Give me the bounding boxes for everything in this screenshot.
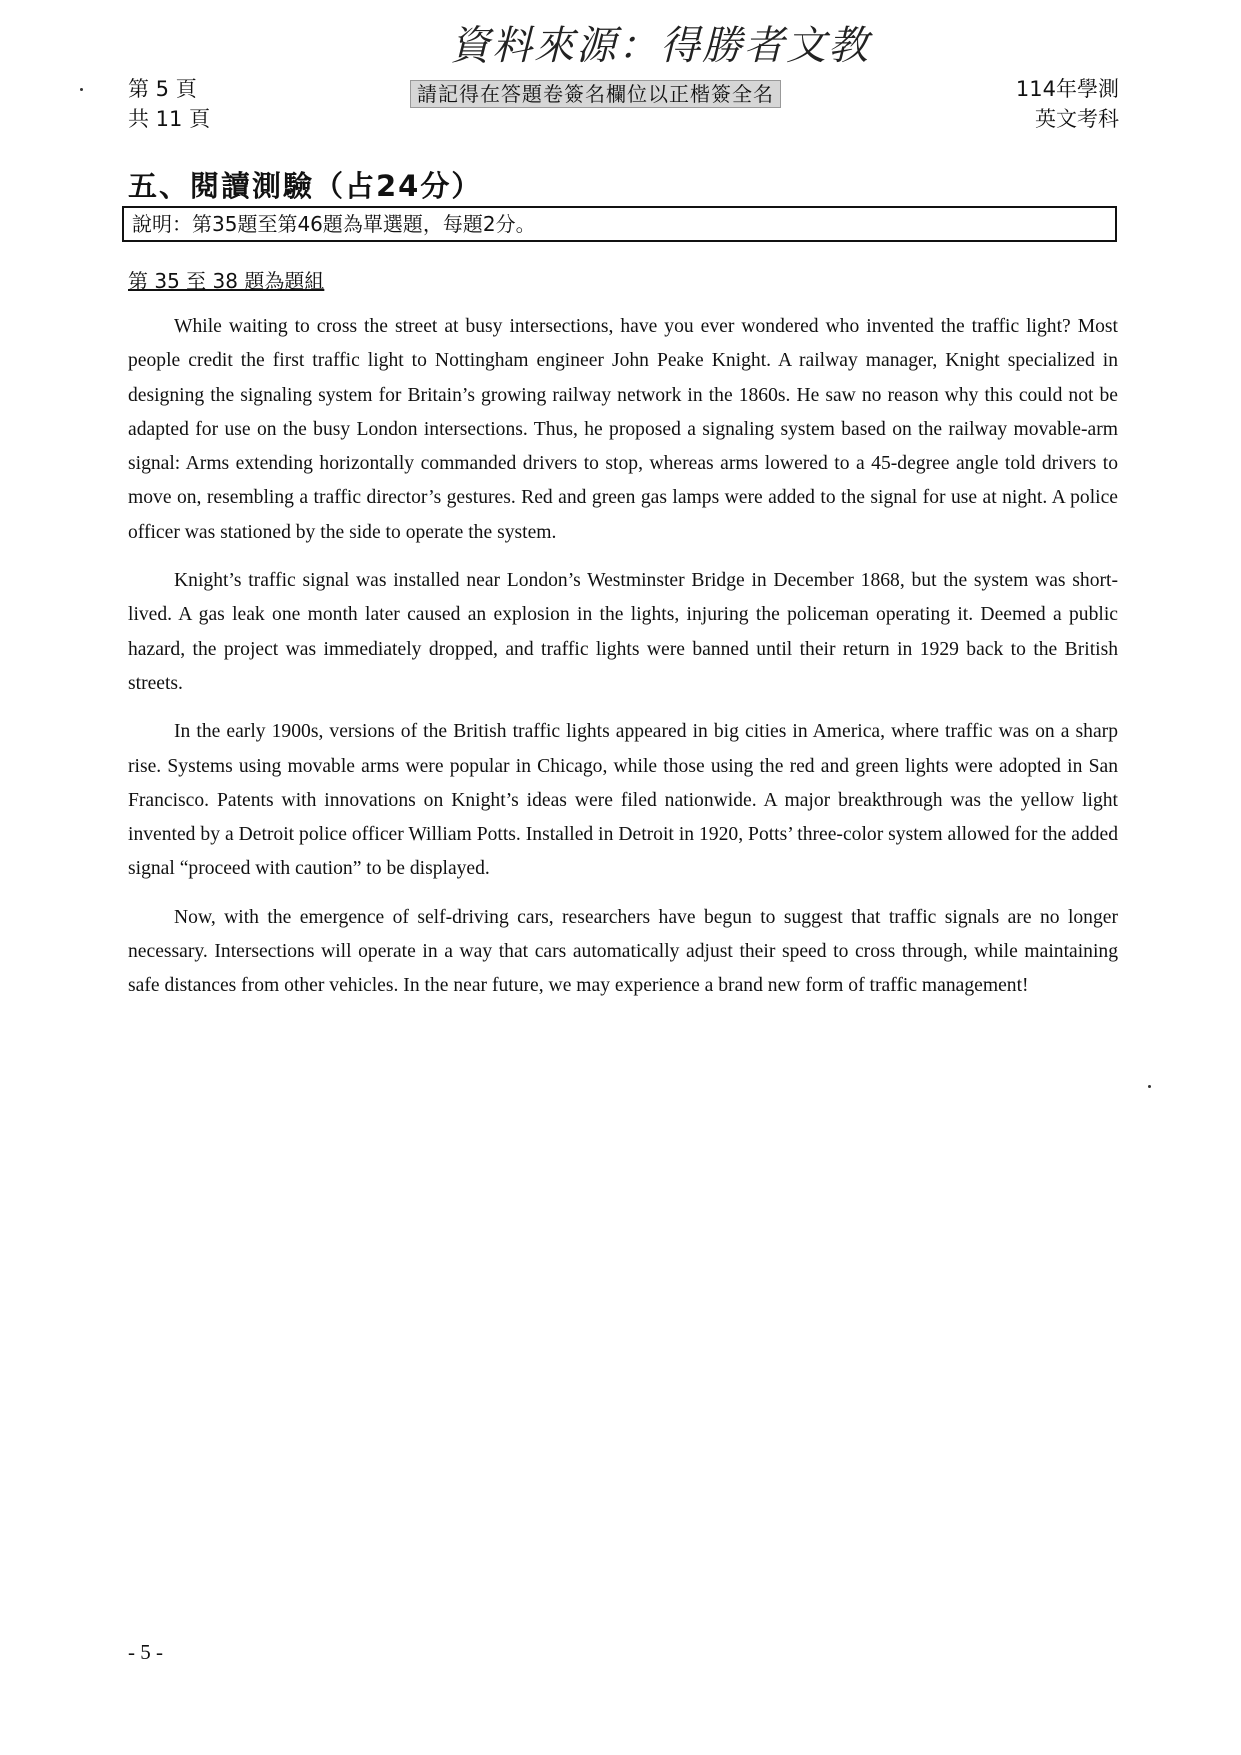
page-counter xyxy=(128,74,210,134)
exam-subject: 英文考科 xyxy=(1035,107,1119,131)
section-title: 五、閱讀測驗（占24分） xyxy=(128,169,483,203)
exam-year: 114年學測 xyxy=(1015,77,1119,101)
passage-paragraph-3: In the early 1900s, versions of the British traffic lights appeared in big cities in America, where traffic was on a sharp rise. Systems using movable arms were popular in Chicago, while those using the red and green lights were adopted in San Francisco. Patents with innovations on Knight’s ideas were filed nationwide. A major breakthrough was the yellow light invented by a Detroit police officer William Potts. Installed in Detroit in 1920, Potts’ three-color system allowed for the added signal “proceed with caution” to be displayed. xyxy=(128,721,1118,880)
instructions-box: 說明：第35題至第46題為單選題，每題2分。 xyxy=(122,206,1117,242)
signature-reminder-banner: 請記得在答題卷簽名欄位以正楷簽全名 xyxy=(410,80,781,108)
reading-passage xyxy=(128,310,1118,1018)
scan-speck xyxy=(80,88,83,91)
passage-paragraph-2: Knight’s traffic signal was installed near London’s Westminster Bridge in December 1868, but the system was short-lived. A gas leak one month later caused an explosion in the lights, injuring the policeman operating it. Deemed a public hazard, the project was immediately dropped, and traffic lights were banned until their return in 1929 back to the British streets. xyxy=(128,570,1118,694)
scan-speck xyxy=(1148,1085,1151,1088)
page-number: 第 5 頁 xyxy=(128,77,197,101)
page-footer-marker: - 5 - xyxy=(128,1640,163,1664)
watermark-handwriting: 資料來源：得勝者文教 xyxy=(450,23,870,69)
exam-info xyxy=(1016,74,1119,134)
passage-paragraph-4: Now, with the emergence of self-driving cars, researchers have begun to suggest that traffic signals are no longer necessary. Intersections will operate in a way that cars automatically adjust their speed to cross through, while maintaining safe distances from other vehicles. In the near future, we may experience a brand new form of traffic management! xyxy=(128,906,1118,997)
passage-paragraph-1: While waiting to cross the street at busy intersections, have you ever wondered who invented the traffic light? Most people credit the first traffic light to Nottingham engineer John Peake Knight. A railway manager, Knight specialized in designing the signaling system for Britain’s growing railway network in the 1860s. He saw no reason why this could not be adapted for use on the busy London intersections. Thus, he proposed a signaling system based on the railway movable-arm signal: Arms extending horizontally commanded drivers to stop, whereas arms lowered to a 45-degree angle told drivers to move on, resembling a traffic director’s gestures. Red and green gas lamps were added to the signal for use at night. A police officer was stationed by the side to operate the system. xyxy=(128,316,1118,543)
question-group-label: 第 35 至 38 題為題組 xyxy=(128,269,325,293)
page-total: 共 11 頁 xyxy=(128,107,211,131)
